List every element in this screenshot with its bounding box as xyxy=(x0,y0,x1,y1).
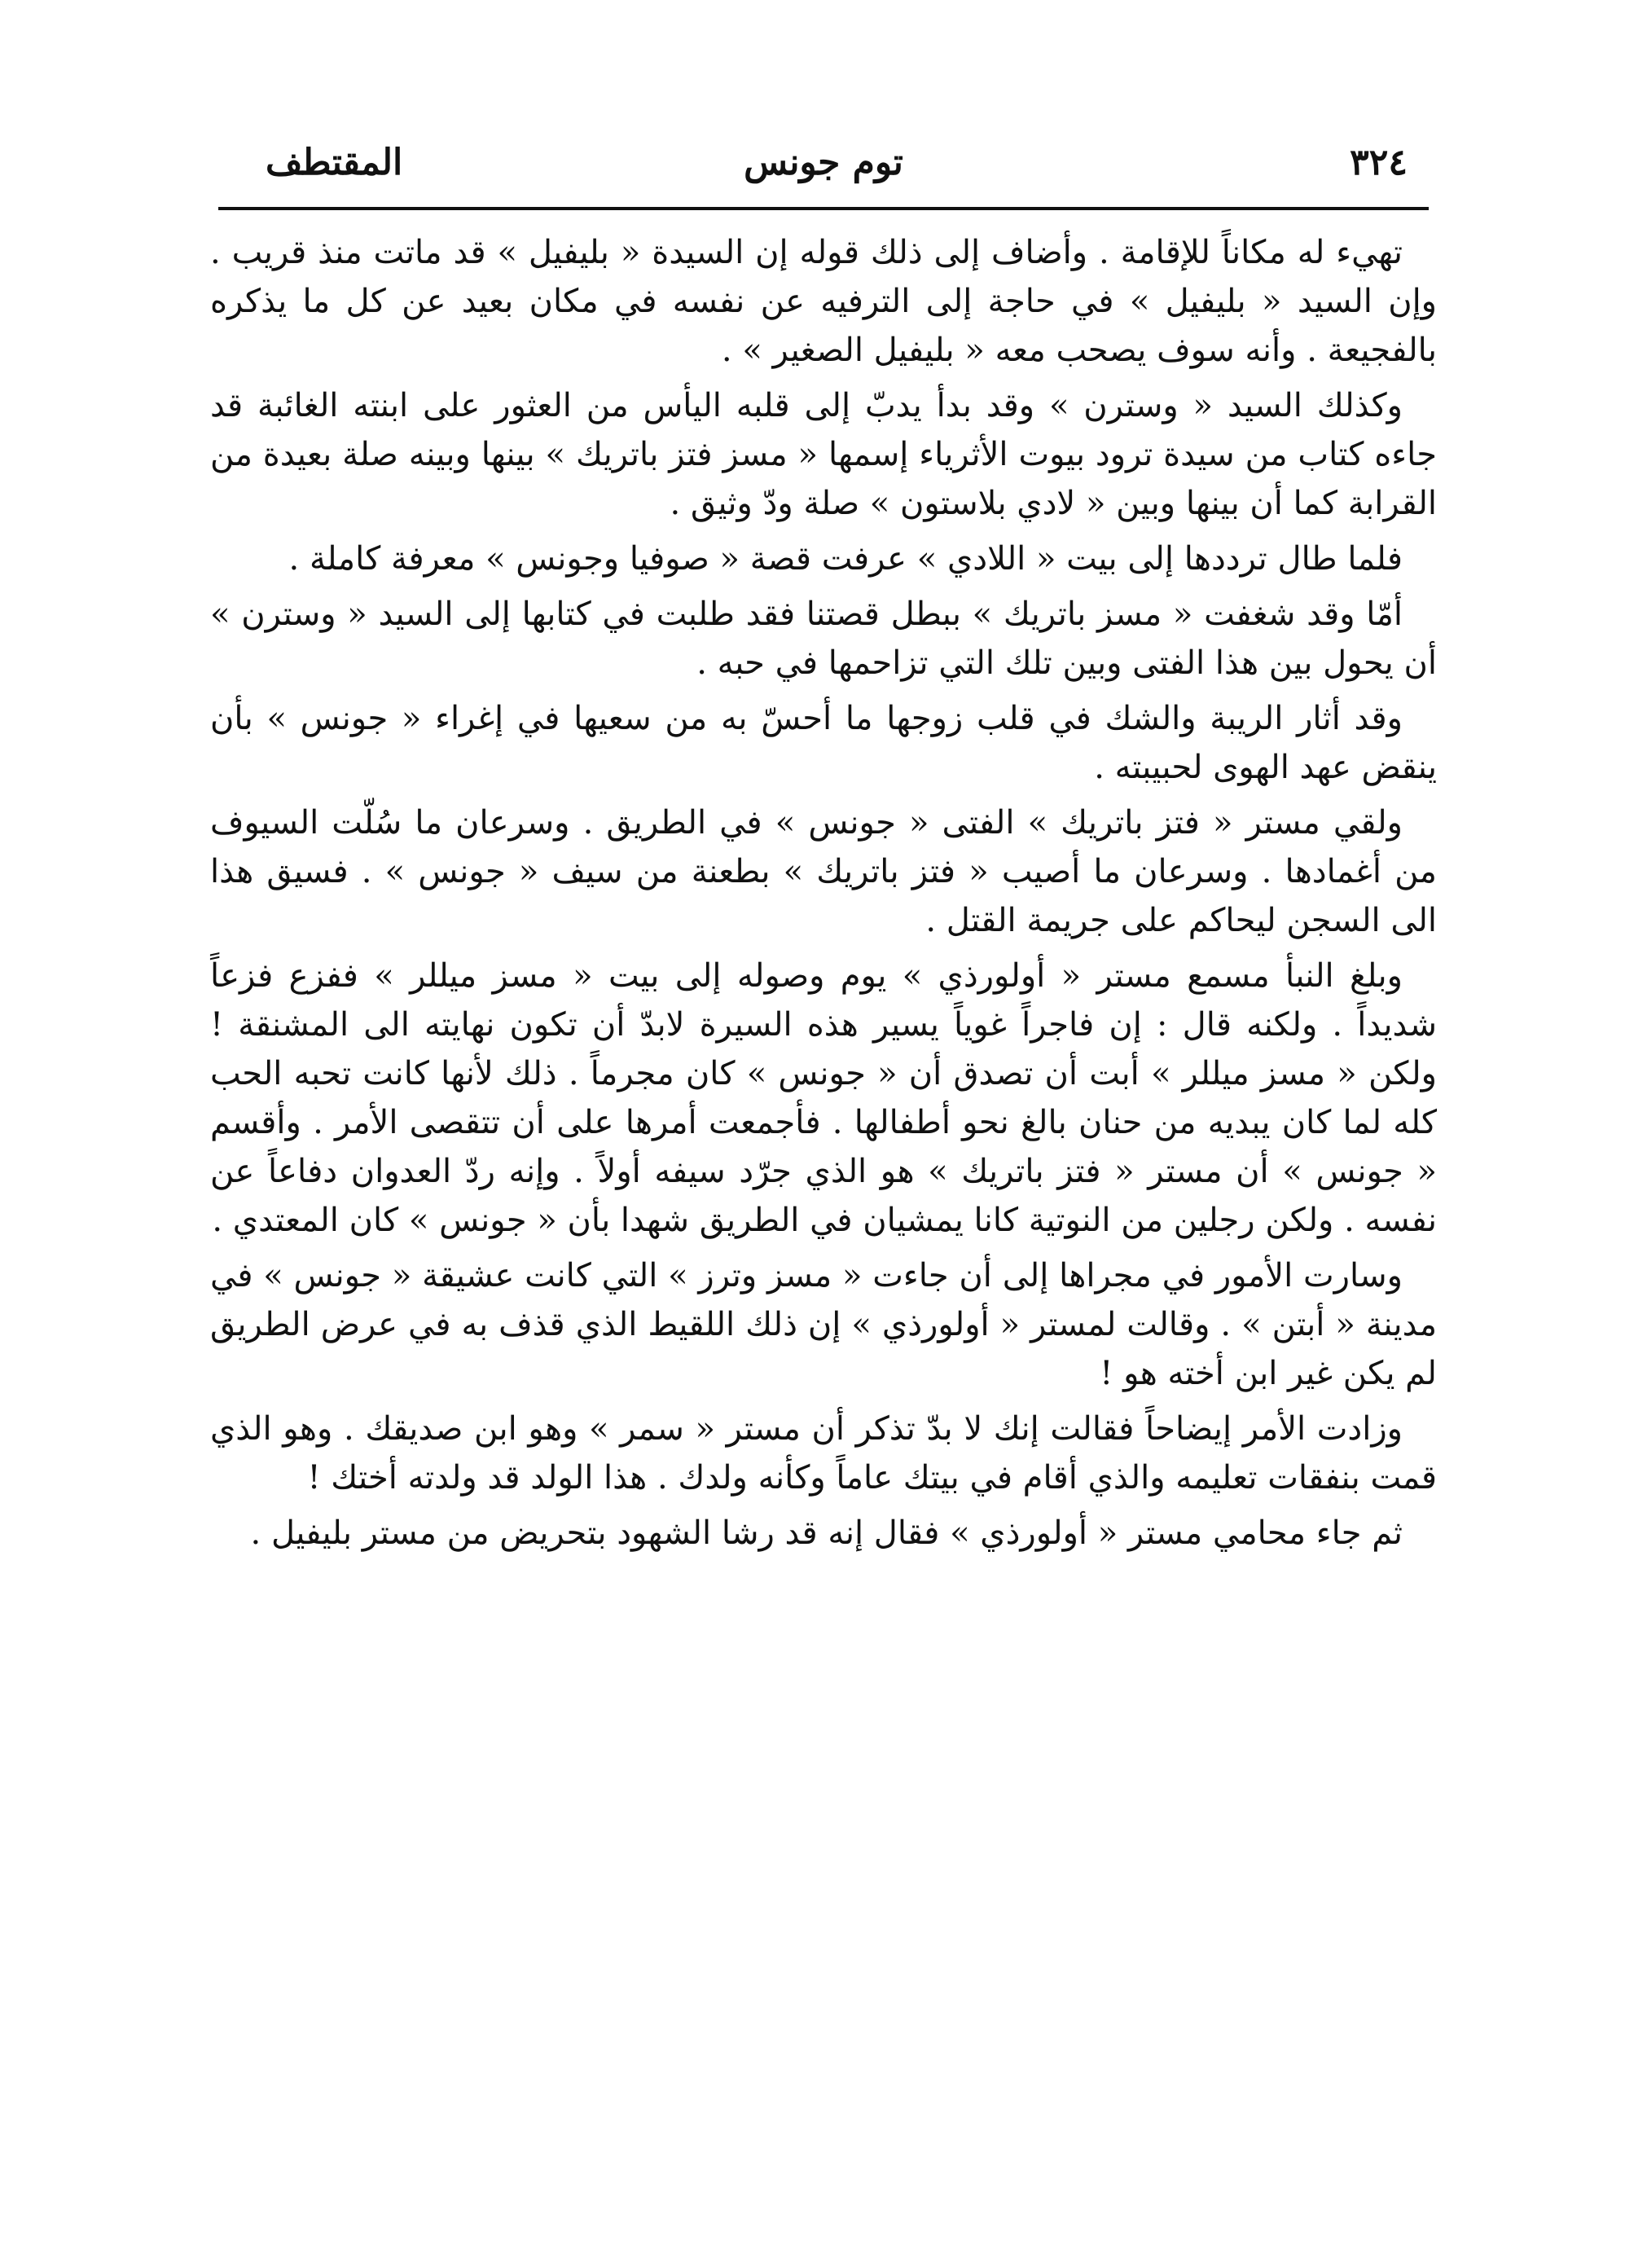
paragraph: فلما طال ترددها إلى بيت « اللادي » عرفت قصة « صوفيا وجونس » معرفة كاملة . xyxy=(288,540,1403,578)
body-text xyxy=(210,228,1437,1558)
running-title: توم جونس xyxy=(744,142,903,183)
running-head xyxy=(210,122,1437,196)
paragraph: وزادت الأمر إيضاحاً فقالت إنك لا بدّ تذكر أن مستر « سمر » وهو ابن صديقك . وهو الذي قمت بنفقات تعليمه والذي أقام في بيتك عاماً وكأنه ولدك . هذا الولد قد ولدته أختك ! xyxy=(210,1410,1437,1497)
header-rule xyxy=(218,207,1429,210)
paragraph: وكذلك السيد « وسترن » وقد بدأ يدبّ إلى قلبه اليأس من العثور على ابنته الغائبة قد جاءه كتاب من سيدة ترود بيوت الأثرياء إسمها « مسز فتز باتريك » بينها وبينه صلة بعيدة من القرابة كما أن بينها وبين « لادي بلاستون » صلة ودّ وثيق . xyxy=(210,387,1437,522)
paragraph: وسارت الأمور في مجراها إلى أن جاءت « مسز وترز » التي كانت عشيقة « جونس » في مدينة « أبتن » . وقالت لمستر « أولورذي » إن ذلك اللقيط الذي قذف به في عرض الطريق لم يكن غير ابن أخته هو ! xyxy=(210,1257,1437,1392)
paragraph: وقد أثار الريبة والشك في قلب زوجها ما أحسّ به من سعيها في إغراء « جونس » بأن ينقض عهد الهوى لحبيبته . xyxy=(210,700,1437,786)
paragraph: ثم جاء محامي مستر « أولورذي » فقال إنه قد رشا الشهود بتحريض من مستر بليفيل . xyxy=(250,1514,1403,1552)
page-number: ٣٢٤ xyxy=(1350,142,1408,183)
paragraph: وبلغ النبأ مسمع مستر « أولورذي » يوم وصوله إلى بيت « مسز ميللر » ففزع فزعاً شديداً . ولكنه قال : إن فاجراً غوياً يسير هذه السيرة لابدّ أن تكون نهايته الى المشنقة ! ولكن « مسز ميللر » أبت أن تصدق أن « جونس » كان مجرماً . ذلك لأنها كانت تحبه الحب كله لما كان يبديه من حنان بالغ نحو أطفالها . فأجمعت أمرها على أن تتقصى الأمر . وأقسم « جونس » أن مستر « فتز باتريك » هو الذي جرّد سيفه أولاً . وإنه ردّ العدوان دفاعاً عن نفسه . ولكن رجلين من النوتية كانا يمشيان في الطريق شهدا بأن « جونس » كان المعتدي . xyxy=(210,957,1437,1239)
journal-name: المقتطف xyxy=(266,142,403,183)
paragraph: تهيء له مكاناً للإقامة . وأضاف إلى ذلك قوله إن السيدة « بليفيل » قد ماتت منذ قريب . وإن السيد « بليفيل » في حاجة إلى الترفيه عن نفسه في مكان بعيد عن كل ما يذكره بالفجيعة . وأنه سوف يصحب معه « بليفيل الصغير » . xyxy=(210,234,1437,369)
paragraph: أمّا وقد شغفت « مسز باتريك » ببطل قصتنا فقد طلبت في كتابها إلى السيد « وسترن » أن يحول بين هذا الفتى وبين تلك التي تزاحمها في حبه . xyxy=(210,596,1437,682)
paragraph: ولقي مستر « فتز باتريك » الفتى « جونس » في الطريق . وسرعان ما سُلّت السيوف من أغمادها . وسرعان ما أصيب « فتز باتريك » بطعنة من سيف « جونس » . فسيق هذا الى السجن ليحاكم على جريمة القتل . xyxy=(210,804,1437,939)
